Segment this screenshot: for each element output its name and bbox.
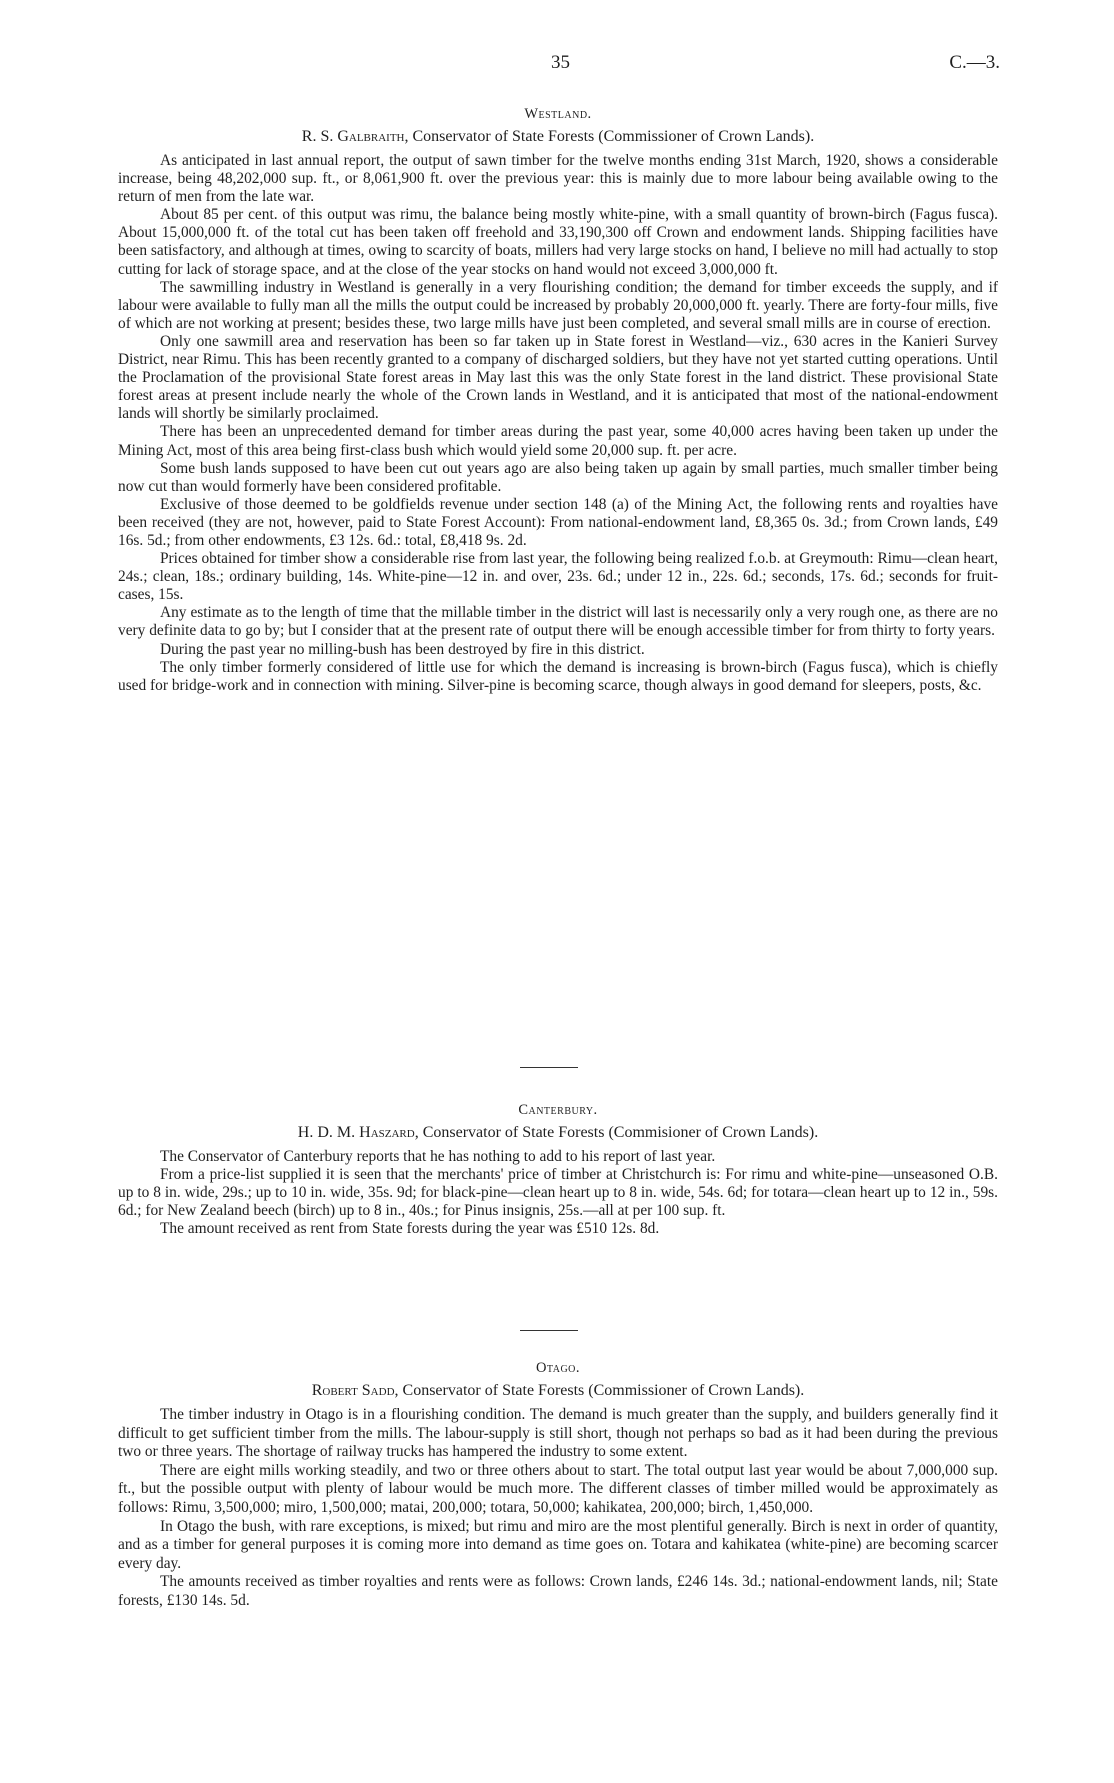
paragraph: Prices obtained for timber show a considerable rise from last year, the following being realized f.o.b. at Greymouth: Rimu—clean heart, 24s.; clean, 18s.; ordinary building, 14s. White-pine—12 in. and over, 23s. 6d.; under 12 in., 22s. 6d.; seconds, 17s. 6d.; seconds for fruit-cases, 15s.	[118, 550, 998, 604]
paragraph: From a price-list supplied it is seen that the merchants' price of timber at Christchurch is: For rimu and white-pine—unseasoned O.B. up to 8 in. wide, 29s.; up to 10 in. wide, 35s. 9d; for black-pine—clean heart up to 8 in. wide, 54s. 6d; for totara—clean heart up to 12 in., 59s. 6d.; for New Zealand beech (birch) up to 8 in., 40s.; for Pinus insignis, 25s.—all at per 100 sup. ft.	[118, 1166, 998, 1220]
document-reference: C.—3.	[949, 52, 1000, 73]
paragraph: Some bush lands supposed to have been cut out years ago are also being taken up again by small parties, much smaller timber being now cut than would formerly have been considered profitable.	[118, 459, 998, 495]
section-divider	[520, 1330, 578, 1331]
byline-role: Conservator of State Forests (Commisioner of Crown Lands).	[418, 1124, 819, 1141]
section-byline	[118, 1122, 998, 1144]
page-header	[0, 52, 1114, 82]
paragraph: In Otago the bush, with rare exceptions, is mixed; but rimu and miro are the most plentiful generally. Birch is next in order of quantity, and as a timber for general purposes it is coming more into demand as time goes on. Totara and kahikatea (white-pine) are becoming scarcer every day.	[118, 1517, 998, 1572]
paragraph: The Conservator of Canterbury reports that he has nothing to add to his report of last year.	[160, 1148, 716, 1165]
paragraph: About 85 per cent. of this output was rimu, the balance being mostly white-pine, with a small quantity of brown-birch (Fagus fusca). About 15,000,000 ft. of the total cut has been taken off freehold and 33,190,300 off Crown and endowment lands. Shipping facilities have been satisfactory, and although at times, owing to scarcity of boats, millers had very large stocks on hand, I believe no mill had actually to stop cutting for lack of storage space, and at the close of the year stocks on hand would not exceed 3,000,000 ft.	[118, 206, 998, 278]
byline-role: Conservator of State Forests (Commissioner of Crown Lands).	[408, 128, 815, 145]
paragraph: During the past year no milling-bush has been destroyed by fire in this district.	[160, 640, 645, 658]
byline-role: Conservator of State Forests (Commissioner of Crown Lands).	[398, 1382, 805, 1399]
paragraph: The sawmilling industry in Westland is generally in a very flourishing condition; the demand for timber exceeds the supply, and if labour were available to fully man all the mills the output could be increased by probably 20,000,000 ft. yearly. There are forty-four mills, five of which are not working at present; besides these, two large mills have just been completed, and several small mills are in course of erection.	[118, 278, 998, 332]
paragraph: The amounts received as timber royalties and rents were as follows: Crown lands, £246 14s. 3d.; national-endowment lands, nil; State forests, £130 14s. 5d.	[118, 1573, 998, 1609]
section-divider	[520, 1067, 578, 1068]
paragraph: The only timber formerly considered of little use for which the demand is increasing is brown-birch (Fagus fusca), which is chiefly used for bridge-work and in connection with mining. Silver-pine is becoming scarce, though always in good demand for sleepers, posts, &c.	[118, 658, 998, 694]
byline-name: R. S. Galbraith,	[301, 128, 409, 145]
byline-name: Robert Sadd,	[311, 1382, 399, 1399]
section-title: Canterbury.	[518, 1102, 598, 1118]
section-title: Otago.	[535, 1360, 581, 1376]
byline-name: H. D. M. Haszard,	[297, 1124, 419, 1141]
section-byline	[118, 126, 998, 148]
paragraph: Any estimate as to the length of time that the millable timber in the district will last is necessarily only a very rough one, as there are no very definite data to go by; but I consider that at the present rate of output there will be enough accessible timber for from thirty to forty years.	[118, 604, 998, 640]
otago-section	[118, 1358, 998, 1611]
paragraph: There are eight mills working steadily, and two or three others about to start. The total output last year would be about 7,000,000 sup. ft., but the possible output with plenty of labour would be much more. The different classes of timber milled would be approximately as follows: Rimu, 3,500,000; miro, 1,500,000; matai, 200,000; totara, 50,000; kahikatea, 200,000; birch, 1,450,000.	[118, 1461, 998, 1516]
paragraph: The timber industry in Otago is in a flourishing condition. The demand is much greater than the supply, and builders generally find it difficult to get sufficient timber from the mills. The labour-supply is still short, though not perhaps so bad as it had been during the previous two or three years. The shortage of railway trucks has hampered the industry to some extent.	[118, 1406, 998, 1461]
westland-section	[118, 104, 998, 695]
canterbury-section	[118, 1100, 998, 1238]
paragraph: There has been an unprecedented demand for timber areas during the past year, some 40,000 acres having been taken up under the Mining Act, most of this area being first-class bush which would yield some 20,000 sup. ft. per acre.	[118, 423, 998, 459]
paragraph: Only one sawmill area and reservation has been so far taken up in State forest in Westland—viz., 630 acres in the Kanieri Survey District, near Rimu. This has been recently granted to a company of discharged soldiers, but they have not yet started cutting operations. Until the Proclamation of the provisional State forest areas in May last this was the only State forest in the land district. These provisional State forest areas at present include nearly the whole of the Crown lands in Westland, and it is anticipated that most of the national-endowment lands will shortly be similarly proclaimed.	[118, 332, 998, 423]
section-title: Westland.	[524, 106, 592, 122]
paragraph: Exclusive of those deemed to be goldfields revenue under section 148 (a) of the Mining Act, the following rents and royalties have been received (they are not, however, paid to State Forest Account): From national-endowment land, £8,365 0s. 3d.; from Crown lands, £49 16s. 5d.; from other endowments, £3 12s. 6d.: total, £8,418 9s. 2d.	[118, 495, 998, 549]
section-byline	[118, 1380, 998, 1402]
page-number: 35	[551, 52, 570, 73]
paragraph: The amount received as rent from State forests during the year was £510 12s. 8d.	[160, 1220, 660, 1238]
paragraph: As anticipated in last annual report, the output of sawn timber for the twelve months ending 31st March, 1920, shows a considerable increase, being 48,202,000 sup. ft., or 8,061,900 ft. over the previous year: this is mainly due to more labour being available owing to the return of men from the late war.	[118, 152, 998, 206]
